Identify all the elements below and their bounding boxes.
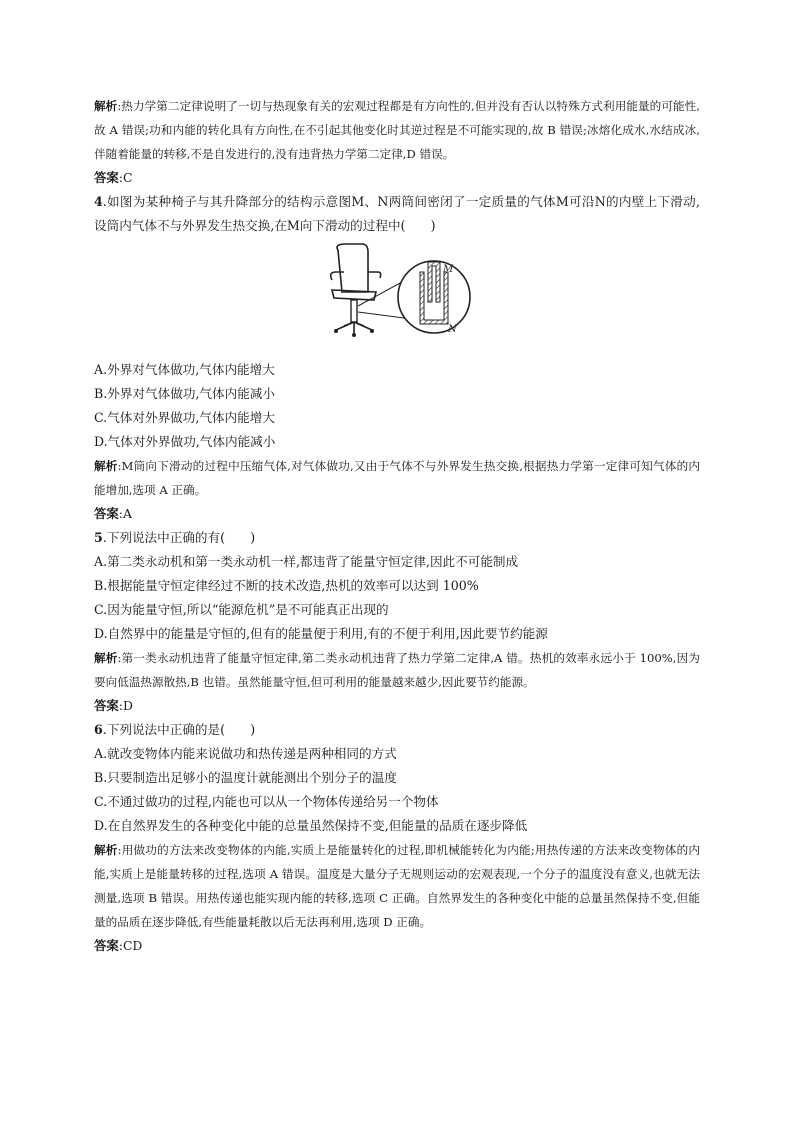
q5-number: 5 xyxy=(94,530,103,545)
q3-answer-text: :C xyxy=(118,170,133,185)
q5-option-b: B.根据能量守恒定律经过不断的技术改造,热机的效率可以达到 100% xyxy=(94,578,479,593)
q6-number: 6 xyxy=(94,722,103,737)
document-page xyxy=(94,94,700,958)
q4-figure xyxy=(94,238,700,358)
q5-option-a: A.第二类永动机和第一类永动机一样,都违背了能量守恒定律,因此不可能制成 xyxy=(94,554,519,569)
q4-explanation xyxy=(94,454,700,502)
q3-explain-label: 解析 xyxy=(94,99,118,113)
q4-stem-text: .如图为某种椅子与其升降部分的结构示意图M、N两筒间密闭了一定质量的气体M可沿N的内壁上下滑动,设筒内气体不与外界发生热交换,在M向下滑动的过程中( ) xyxy=(94,194,700,233)
chair-armrest-right xyxy=(368,272,381,278)
q6-explain-label: 解析 xyxy=(94,843,118,857)
q4-option-a: A.外界对气体做功,气体内能增大 xyxy=(94,362,275,377)
q6-answer-label: 答案 xyxy=(94,938,119,953)
q5-explanation xyxy=(94,646,700,694)
q4-option-d: D.气体对外界做功,气体内能减小 xyxy=(94,434,276,449)
q4-stem xyxy=(94,190,700,238)
q6-stem-text: .下列说法中正确的是( ) xyxy=(102,722,256,737)
q5-answer-text: :D xyxy=(118,698,133,713)
q6-explain-text: :用做功的方法来改变物体的内能,实质上是能量转化的过程,即机械能转化为内能;用热传递的方法来改变物体的内能,实质上是能量转移的过程,选项 A 错误。温度是大量分子无规则运动的宏观表现,一个分子的温度没有意义,也就无法测量,选项 B 错误。用热传递也能实现内能的转移,选项 C 正确。自然界发生的各种变化中能的总量虽然保持不变,但能量的品质在逐步降低,有些能量耗散以后无法再利用,选项 D 正确。 xyxy=(94,843,700,929)
q4-answer xyxy=(94,502,700,526)
q6-answer xyxy=(94,934,700,958)
q4-option-b: B.外界对气体做功,气体内能减小 xyxy=(94,386,275,401)
chair-wheel xyxy=(352,333,356,337)
q5-explain-label: 解析 xyxy=(94,651,118,665)
q6-option-a: A.就改变物体内能来说做功和热传递是两种相同的方式 xyxy=(94,746,397,761)
q4-option-c: C.气体对外界做功,气体内能增大 xyxy=(94,410,275,425)
q5-answer xyxy=(94,694,700,718)
q4-answer-label: 答案 xyxy=(94,506,119,521)
q5-answer-label: 答案 xyxy=(94,698,119,713)
q4-number: 4 xyxy=(94,194,103,209)
q3-explain-text: :热力学第二定律说明了一切与热现象有关的宏观过程都是有方向性的,但并没有否认以特殊方式利用能量的可能性,故 A 错误;功和内能的转化具有方向性,在不引起其他变化时其逆过程是不可能实现的,故 B 错误;冰熔化成水,水结成冰,伴随着能量的转移,不是自发进行的,没有违背热力学第二定律,D 错误。 xyxy=(94,99,700,161)
q3-explanation xyxy=(94,94,700,166)
chair-wheel xyxy=(370,329,374,333)
q4-explain-text: :M筒向下滑动的过程中压缩气体,对气体做功,又由于气体不与外界发生热交换,根据热力学第一定律可知气体的内能增加,选项 A 正确。 xyxy=(94,459,700,497)
q5-option-d: D.自然界中的能量是守恒的,但有的能量便于利用,有的不便于利用,因此要节约能源 xyxy=(94,626,548,641)
q5-option-c: C.因为能量守恒,所以“能源危机”是不可能真正出现的 xyxy=(94,602,389,617)
q3-answer xyxy=(94,166,700,190)
q6-option-d: D.在自然界发生的各种变化中能的总量虽然保持不变,但能量的品质在逐步降低 xyxy=(94,818,528,833)
q5-explain-text: :第一类永动机违背了能量守恒定律,第二类永动机违背了热力学第二定律,A 错。热机的效率永远小于 100%,因为要向低温热源散热,B 也错。虽然能量守恒,但可利用的能量越来越少,因此要节约能源。 xyxy=(94,651,700,689)
q4-answer-text: :A xyxy=(118,506,132,521)
chair-seat xyxy=(332,290,376,300)
chair-base xyxy=(336,322,372,334)
q5-stem xyxy=(94,526,700,550)
chair-diagram xyxy=(324,242,474,338)
q5-stem-text: .下列说法中正确的有( ) xyxy=(102,530,256,545)
q6-answer-text: :CD xyxy=(118,938,143,953)
chair-back xyxy=(337,244,368,292)
chair-wheel xyxy=(334,329,338,333)
label-m: M xyxy=(443,264,454,275)
chair-post xyxy=(351,300,357,322)
q6-stem xyxy=(94,718,700,742)
q6-explanation xyxy=(94,838,700,934)
label-n: N xyxy=(448,324,457,335)
q6-option-b: B.只要制造出足够小的温度计就能测出个别分子的温度 xyxy=(94,770,397,785)
q6-option-c: C.不通过做功的过程,内能也可以从一个物体传递给另一个物体 xyxy=(94,794,439,809)
chair-armrest-left xyxy=(331,272,344,280)
q4-explain-label: 解析 xyxy=(94,459,118,473)
q3-answer-label: 答案 xyxy=(94,170,119,185)
